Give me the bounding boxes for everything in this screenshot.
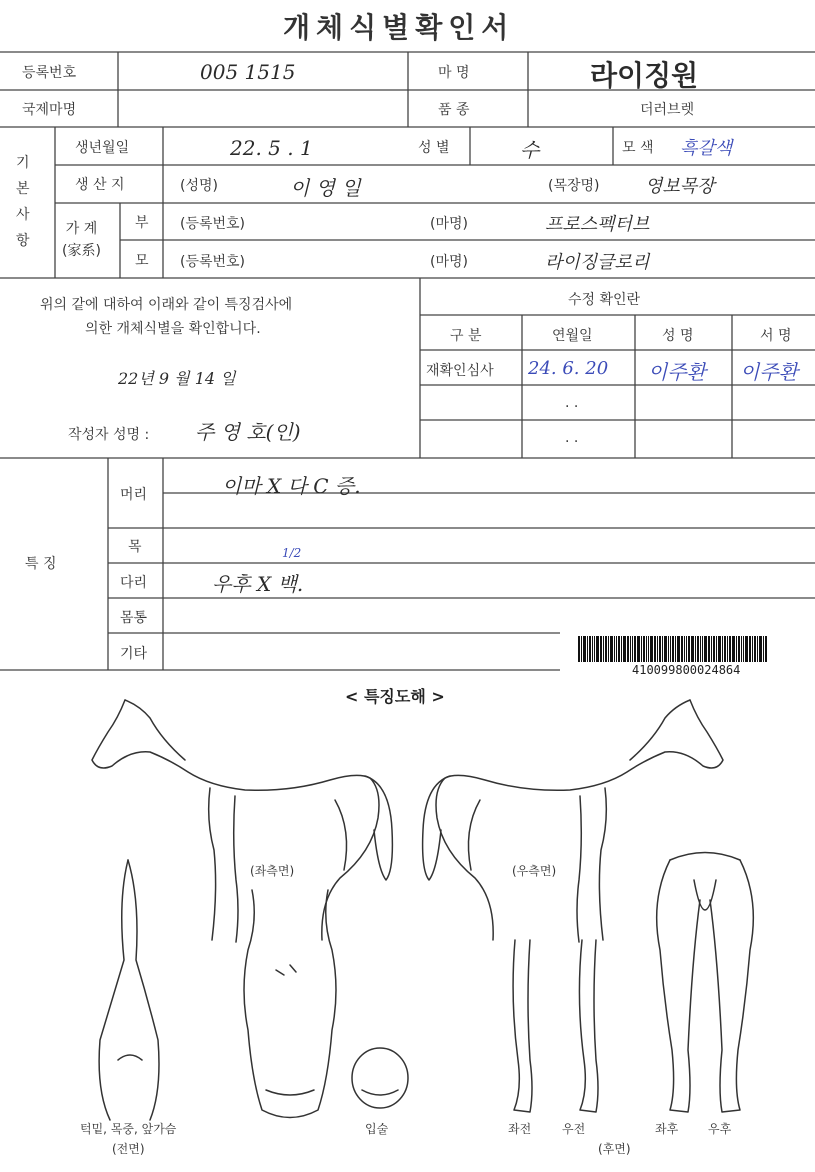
feature-legs-value: 우후 X 백. — [212, 572, 304, 596]
document-title: 개체식별확인서 — [283, 11, 515, 44]
rear-caption-lh: 좌후 — [655, 1122, 679, 1136]
amend-header: 수정 확인란 — [568, 292, 641, 308]
amend-row3-date: . . — [565, 430, 579, 446]
feature-body-label: 몸통 — [120, 610, 148, 626]
amend-row-name: 이주환 — [648, 360, 706, 384]
pedigree-label: 가 계 (家系) — [62, 221, 101, 259]
amend-col-sign: 서 명 — [760, 328, 792, 344]
sire-name-value: 프로스펙터브 — [545, 214, 650, 235]
reg-no-value: 005 1515 — [200, 60, 296, 84]
sire-name-label: (마명) — [430, 216, 468, 232]
horse-front-legs-outline — [513, 940, 598, 1112]
feature-head-label: 머리 — [120, 487, 148, 503]
amend-row-date: 24. 6. 20 — [528, 358, 609, 379]
amend-col-date: 연월일 — [552, 328, 593, 344]
horse-name-value: 라이징원 — [590, 59, 699, 92]
sire-reg-label: (등록번호) — [180, 216, 246, 232]
horse-name-label: 마 명 — [438, 65, 470, 81]
amend-col-type: 구 분 — [450, 328, 482, 344]
horse-left-side-outline — [92, 700, 392, 942]
rear-caption-lf: 좌전 — [508, 1122, 532, 1136]
dam-reg-label: (등록번호) — [180, 254, 246, 270]
producer-label: 생 산 지 — [75, 177, 125, 193]
amend-col-name: 성 명 — [662, 328, 694, 344]
feature-head-value: 이마 X 다 C 증. — [222, 474, 361, 498]
front-caption-1: 턱밑, 목중, 앞가슴 — [80, 1122, 177, 1136]
dam-name-value: 라이징글로리 — [545, 252, 650, 273]
muzzle-caption: 입술 — [365, 1122, 389, 1136]
rear-caption-rf: 우전 — [562, 1122, 586, 1136]
dam-name-label: (마명) — [430, 254, 468, 270]
amend-row2-date: . . — [565, 395, 579, 411]
dam-label: 모 — [135, 253, 149, 269]
author-value: 주 영 호(인) — [195, 420, 301, 444]
breed-value: 더러브렛 — [640, 102, 695, 118]
ranch-value: 영보목장 — [645, 176, 715, 197]
birth-label: 생년월일 — [75, 140, 130, 156]
horse-hind-outline — [657, 853, 754, 1113]
producer-value: 이 영 일 — [290, 176, 361, 200]
author-label: 작성자 성명 : — [68, 427, 150, 443]
ranch-label: (목장명) — [548, 178, 600, 194]
horse-front-chest-outline — [99, 860, 159, 1120]
color-label: 모 색 — [622, 140, 654, 156]
sex-label: 성 별 — [418, 140, 450, 156]
horse-muzzle-outline — [352, 1048, 408, 1108]
rear-caption-rh: 우후 — [708, 1122, 732, 1136]
barcode-number: 410099800024864 — [632, 663, 741, 677]
front-caption-2: (전면) — [112, 1142, 145, 1156]
basic-section-label: 기 본 사 항 — [16, 155, 30, 249]
amend-row-type: 재확인심사 — [426, 363, 494, 379]
left-side-caption: (좌측면) — [250, 864, 295, 878]
producer-sub-label: (성명) — [180, 178, 218, 194]
confirm-date: 22년 9 월 14 일 — [118, 369, 236, 388]
diagram-title: < 특징도해 > — [345, 687, 445, 706]
feature-neck-label: 목 — [128, 539, 142, 555]
rear-caption: (후면) — [598, 1142, 631, 1156]
feature-other-label: 기타 — [120, 646, 148, 662]
confirm-text-2: 의한 개체식별을 확인합니다. — [85, 321, 261, 337]
features-section-label: 특 징 — [25, 556, 57, 572]
intl-name-label: 국제마명 — [22, 102, 77, 118]
sire-label: 부 — [135, 215, 149, 231]
feature-legs-correction: 1/2 — [282, 546, 302, 560]
sex-value: 수 — [520, 138, 540, 162]
amend-row-sign: 이주환 — [740, 360, 798, 384]
color-value: 흑갈색 — [680, 138, 733, 159]
birth-value: 22. 5 . 1 — [230, 136, 313, 160]
confirm-text-1: 위의 같에 대하여 이래와 같이 특징검사에 — [40, 297, 293, 313]
reg-no-label: 등록번호 — [22, 65, 77, 81]
right-side-caption: (우측면) — [512, 864, 557, 878]
horse-right-side-outline — [423, 700, 723, 942]
breed-label: 품 종 — [438, 102, 470, 118]
feature-legs-label: 다리 — [120, 575, 148, 591]
